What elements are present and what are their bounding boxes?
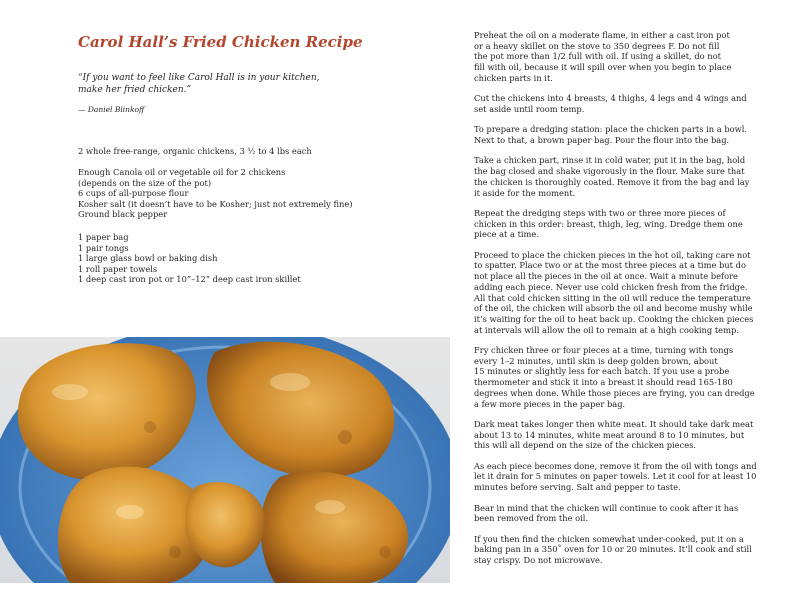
instruction-paragraph: Repeat the dredging steps with two or three more pieces of chicken in this order: breast, thigh, leg, wing. Dredge them one piece at a time. xyxy=(474,207,743,240)
instruction-paragraph: Bear in mind that the chicken will continue to cook after it has been removed from the oil. xyxy=(474,502,739,524)
instructions-column xyxy=(474,30,769,575)
quote-attribution: — Daniel Blinkoff xyxy=(78,105,145,114)
equipment-line: 1 large glass bowl or baking dish xyxy=(78,253,218,264)
instruction-paragraph: Take a chicken part, rinse it in cold water, put it in the bag, hold the bag closed and shake vigorously in the flour. Make sure that the chicken is thoroughly coated. Remove it from the bag and lay it aside for the moment. xyxy=(474,155,750,198)
ingredient-chicken xyxy=(78,146,368,157)
instruction-paragraph: If you then find the chicken somewhat under-cooked, put it on a baking pan in a 350˚ oven for 10 or 20 minutes. It’ll cook and still stay crispy. Do not microwave. xyxy=(474,533,752,565)
ingredient-line: (depends on the size of the pot) xyxy=(78,177,212,188)
equipment-line: 1 pair tongs xyxy=(78,242,129,253)
ingredient-line: Kosher salt (it doesn’t have to be Kosher; just not extremely fine) xyxy=(78,198,353,209)
fried-chicken-photo xyxy=(0,337,450,583)
ingredient-line: 6 cups of all-purpose flour xyxy=(78,188,189,199)
equipment-line: 1 roll paper towels xyxy=(78,263,158,274)
instruction-paragraph: Proceed to place the chicken pieces in the hot oil, taking care not to spatter. Place two or at the most three pieces at a time but do not place all the pieces in the oil at once. Wait a minute before adding each piece. Never use cold chicken fresh from the fridge. All that cold chicken sitting in the oil will reduce the temperature of the oil, the chicken will absorb the oil and become mushy while it’s waiting for the oil to heat back up. Cooking the chicken pieces at intervals will allow the oil to remain at a high cooking temp. xyxy=(474,249,754,335)
quote-line: “If you want to feel like Carol Hall is in your kitchen, xyxy=(78,73,320,83)
ingredient-line: Enough Canola oil or vegetable oil for 2 chickens xyxy=(78,167,286,177)
instruction-paragraph: Dark meat takes longer then white meat. It should take dark meat about 13 to 14 minutes, white meat around 8 to 10 minutes, but this will all depend on the size of the chicken pieces. xyxy=(474,418,754,451)
equipment-list xyxy=(78,232,368,285)
equipment-line: 1 paper bag xyxy=(78,232,129,242)
instruction-paragraph: As each piece becomes done, remove it from the oil with tongs and let it drain for 5 minutes on paper towels. Let it cool for at least 10 minutes before serving. Salt and pepper to taste. xyxy=(474,460,757,493)
instruction-paragraph: Preheat the oil on a moderate flame, in either a cast iron pot or a heavy skillet on the stove to 350 degrees F. Do not fill the pot more than 1/2 full with oil. If using a skillet, do not fill with oil, because it will spill over when you begin to place chicken parts in it. xyxy=(474,30,732,83)
ingredients-list xyxy=(78,167,368,220)
instruction-paragraph: Fry chicken three or four pieces at a time, turning with tongs every 1–2 minutes, until skin is deep golden brown, about 15 minutes or slightly less for each batch. If you use a probe thermometer and stick it into a breast it should read 165-180 degrees when done. While those pieces are frying, you can dredge a few more pieces in the paper bag. xyxy=(474,345,755,409)
ingredient-line: 2 whole free-range, organic chickens, 3 ½ to 4 lbs each xyxy=(78,146,312,156)
quote-line: make her fried chicken.” xyxy=(78,85,192,95)
instruction-paragraph: To prepare a dredging station: place the chicken parts in a bowl. Next to that, a brown paper bag. Pour the flour into the bag. xyxy=(474,124,748,145)
equipment-line: 1 deep cast iron pot or 10”–12” deep cast iron skillet xyxy=(78,274,301,285)
recipe-title: Carol Hall’s Fried Chicken Recipe xyxy=(78,33,363,51)
epigraph-quote xyxy=(78,72,358,96)
ingredient-line: Ground black pepper xyxy=(78,209,168,220)
instruction-paragraph: Cut the chickens into 4 breasts, 4 thighs, 4 legs and 4 wings and set aside until room temp. xyxy=(474,93,747,114)
